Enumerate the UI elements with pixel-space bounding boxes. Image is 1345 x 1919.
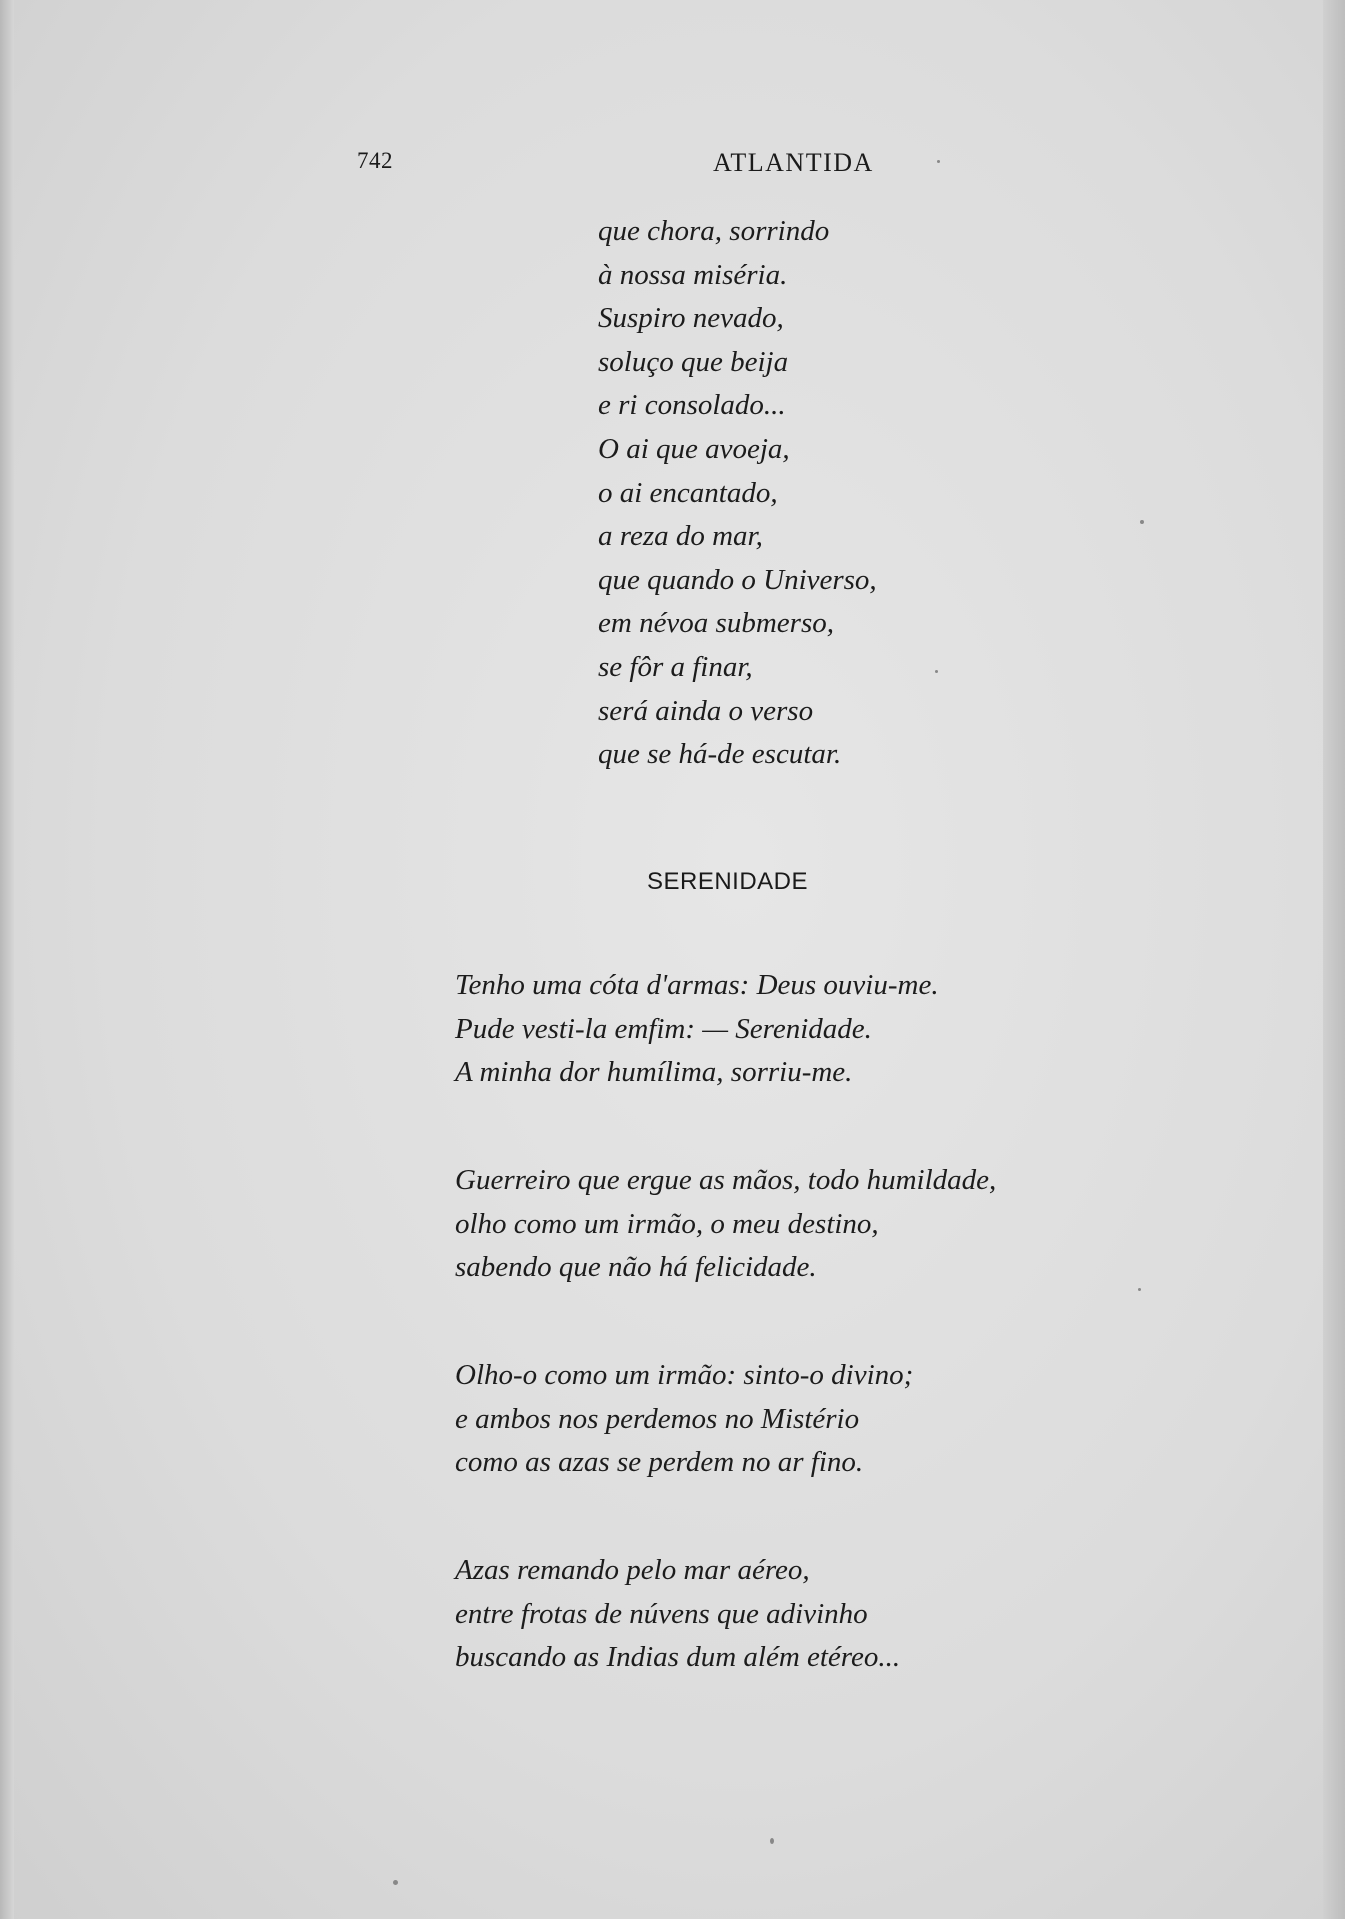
poem-line: que se há-de escutar. [598, 738, 842, 771]
paper-speck [1138, 1288, 1141, 1291]
poem-line: Pude vesti-la emfim: — Serenidade. [455, 1012, 872, 1045]
poem-line: sabendo que não há felicidade. [455, 1251, 817, 1283]
poem-line: O ai que avoeja, [598, 432, 790, 465]
paper-speck [937, 160, 940, 163]
stanza-1 [455, 964, 939, 1095]
poem-continuation [598, 210, 877, 777]
poem-line: se fôr a finar, [598, 650, 753, 683]
stanza-3 [455, 1354, 913, 1485]
stanza-2 [455, 1159, 996, 1290]
poem-line: Azas remando pelo mar aéreo, [455, 1554, 810, 1586]
poem-line: à nossa miséria. [598, 258, 788, 291]
running-head: ATLANTIDA [713, 148, 874, 177]
poem-line: buscando as Indias dum além etéreo... [455, 1641, 901, 1673]
page-number: 742 [357, 148, 393, 173]
paper-speck [770, 1838, 774, 1844]
poem-line: que quando o Universo, [598, 563, 877, 596]
poem-line: que chora, sorrindo [598, 215, 830, 247]
page-edge-right [1323, 0, 1345, 1919]
poem-line: Olho-o como um irmão: sinto-o divino; [455, 1359, 914, 1391]
stanza-4 [455, 1549, 900, 1680]
poem-line: a reza do mar, [598, 520, 763, 553]
poem-line: entre frotas de núvens que adivinho [455, 1597, 868, 1630]
paper-speck [935, 670, 938, 673]
paper-speck [393, 1880, 398, 1885]
poem-line: e ambos nos perdemos no Mistério [455, 1402, 860, 1435]
page-header [0, 148, 1345, 188]
poem-line: A minha dor humílima, sorriu-me. [455, 1056, 853, 1088]
poem-line: como as azas se perdem no ar fino. [455, 1446, 864, 1478]
poem-title: SERENIDADE [646, 868, 809, 895]
paper-speck [1140, 520, 1144, 524]
poem-line: soluço que beija [598, 345, 789, 378]
poem-line: e ri consolado... [598, 389, 786, 422]
poem-line: Tenho uma cóta d'armas: Deus ouviu-me. [455, 969, 939, 1001]
poem-line: olho como um irmão, o meu destino, [455, 1207, 879, 1240]
page-edge-left [0, 0, 14, 1919]
poem-line: o ai encantado, [598, 476, 778, 509]
poem-line: em névoa submerso, [598, 607, 834, 640]
poem-line: Suspiro nevado, [598, 302, 784, 335]
poem-line: Guerreiro que ergue as mãos, todo humildade, [455, 1164, 997, 1196]
poem-line: será ainda o verso [598, 694, 814, 727]
